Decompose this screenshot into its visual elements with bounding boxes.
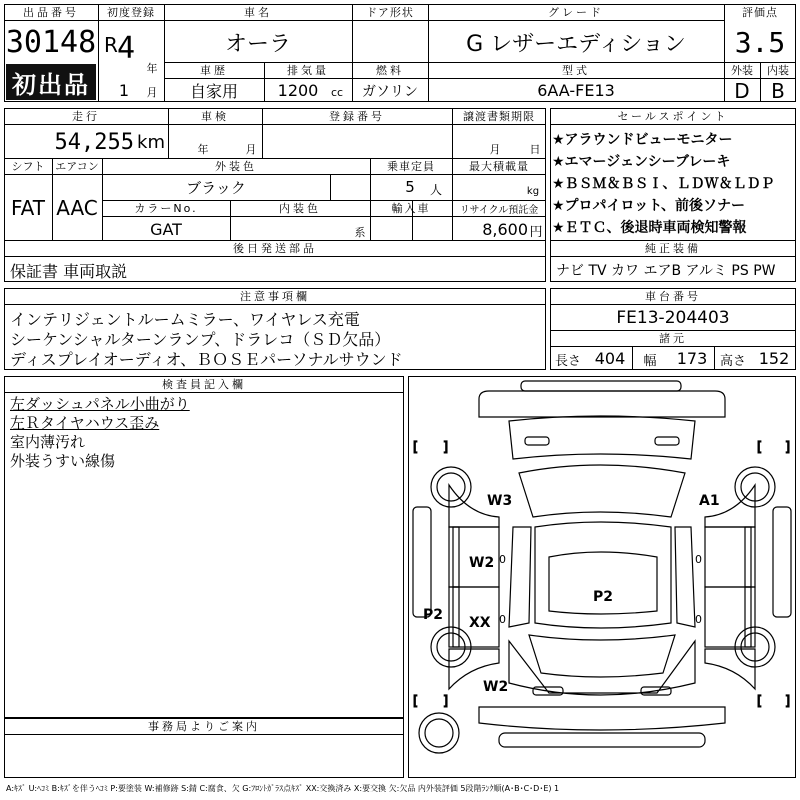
transfer-header: 譲渡書類期限 (463, 110, 535, 123)
inspector-note: 外装うすい線傷 (10, 452, 116, 470)
displacement-header: 排気量 (287, 64, 329, 77)
lot-number-header: 出品番号 (23, 6, 79, 19)
color-no: GAT (150, 219, 182, 239)
note-line: インテリジェントルームミラー、ワイヤレス充電 (10, 309, 360, 329)
svg-text:[: [ (757, 694, 763, 709)
svg-text:]: ] (443, 440, 449, 455)
grade-header: グレード (548, 6, 604, 19)
fuel: ガソリン (362, 83, 418, 100)
model: 6AA-FE13 (537, 81, 615, 100)
int-color-suffix: 系 (354, 226, 366, 239)
color-no-header: カラーNo. (134, 202, 198, 215)
aircon: AAC (56, 196, 98, 220)
mileage-header: 走行 (72, 110, 100, 123)
svg-text:[: [ (413, 694, 419, 709)
max-load-header: 最大積載量 (469, 160, 529, 173)
height-label: 高さ (719, 353, 746, 369)
later-parts: 保証書 車両取説 (10, 261, 128, 281)
notes-list (10, 308, 542, 368)
car-diagram (408, 376, 796, 778)
mark-p2-roof: P2 (593, 589, 614, 605)
grade: G レザーエディション (466, 31, 686, 57)
svg-text:0: 0 (695, 613, 702, 626)
lot-number: 30148 (5, 24, 97, 60)
displacement-unit: cc (330, 85, 344, 99)
capacity-unit: 人 (429, 182, 442, 197)
transfer-month-unit: 月 (489, 143, 501, 156)
svg-text:]: ] (785, 440, 791, 455)
mark-xx: XX (469, 615, 491, 631)
sales-point-item: ★プロパイロット、前後ソナー (552, 198, 746, 214)
history: 自家用 (189, 82, 238, 101)
int-color-header: 内装色 (279, 202, 321, 215)
svg-text:0: 0 (499, 613, 506, 626)
sales-point-item: ★エマージェンシーブレーキ (552, 154, 731, 170)
exterior-score: D (734, 78, 750, 103)
later-parts-header: 後日発送部品 (233, 242, 317, 255)
inspection-month-unit: 月 (245, 143, 257, 156)
recycle-header: リサイクル預託金 (459, 204, 539, 216)
score-total: 3.5 (734, 25, 786, 59)
note-line: シーケンシャルターンランプ、ドラレコ（ＳＤ欠品） (10, 329, 391, 349)
model-header: 型式 (562, 64, 590, 77)
fuel-header: 燃料 (376, 64, 404, 77)
max-load-unit: kg (526, 185, 540, 197)
svg-text:0: 0 (499, 553, 506, 566)
width-label: 幅 (643, 353, 657, 369)
note-line: ディスプレイオーディオ、ＢＯＳＥパーソナルサウンド (10, 349, 403, 369)
door-header: ドア形状 (366, 6, 414, 19)
inspector-note: 左Ｒタイヤハウス歪み (10, 414, 160, 432)
inspection-year-unit: 年 (197, 143, 209, 156)
recycle-value: 8,600 (482, 219, 528, 239)
genuine-equipment: ナビ TV カワ エアB アルミ PS PW (556, 263, 776, 279)
ext-color-header: 外装色 (215, 160, 257, 173)
sales-point-item: ★ＢＳＭ＆ＢＳＩ、ＬＤＷ＆ＬＤＰ (552, 176, 775, 192)
mark-w3: W3 (487, 493, 513, 509)
score-header: 評価点 (742, 6, 778, 19)
first-reg-era: R (104, 33, 118, 57)
mileage-value: 54,255 (54, 129, 134, 155)
notes-header: 注意事項欄 (240, 290, 310, 303)
import-header: 輸入車 (391, 202, 431, 215)
capacity-value: 5 (405, 178, 415, 196)
inspector-note: 室内薄汚れ (10, 433, 86, 451)
inspector-notes (10, 394, 400, 470)
svg-text:[: [ (757, 440, 763, 455)
length-value: 404 (594, 348, 626, 368)
first-reg-month-unit: 月 (146, 86, 158, 99)
car-name-header: 車名 (244, 6, 272, 19)
transfer-day-unit: 日 (529, 143, 541, 156)
first-reg-year-unit: 年 (146, 62, 158, 75)
height-value: 152 (758, 348, 790, 368)
svg-text:]: ] (443, 694, 449, 709)
mark-w2-rear: W2 (483, 679, 509, 695)
legend: A:ｷｽﾞ U:ﾍｺﾐ B:ｷｽﾞを伴うﾍｺﾐ P:要塗装 W:補修跡 S:錆 C:腐食、欠 G:ﾌﾛﾝﾄｶﾞﾗｽ点ｷｽﾞ XX:交換済み X:要交換 欠:欠品 内外装評価 5段階ﾗﾝｸ順(A･B･C･D･E) 1 (6, 783, 560, 793)
chassis-header: 車台番号 (645, 290, 701, 303)
first-reg-year: 4 (116, 30, 136, 66)
mileage-unit: km (137, 131, 165, 153)
inspector-header: 検査員記入欄 (162, 378, 246, 391)
svg-text:0: 0 (695, 553, 702, 566)
exterior-header: 外装 (731, 64, 753, 77)
aircon-header: エアコン (55, 160, 99, 173)
sales-point-item: ★ＥＴＣ、後退時車両検知警報 (552, 220, 747, 236)
width-value: 173 (676, 348, 708, 368)
inspection-header: 車検 (201, 110, 229, 123)
first-reg-month: 1 (118, 80, 130, 100)
mark-w2-front: W2 (469, 555, 495, 571)
capacity-header: 乗車定員 (387, 160, 435, 173)
inspector-note: 左ダッシュパネル小曲がり (10, 395, 190, 413)
shift-header: シフト (11, 160, 45, 173)
genuine-header: 純正装備 (645, 242, 701, 255)
reg-no-header: 登録番号 (329, 110, 385, 123)
mark-p2-left: P2 (423, 607, 444, 623)
car-name: オーラ (224, 31, 291, 57)
sales-point-list (552, 128, 796, 238)
recycle-unit: 円 (529, 224, 543, 240)
first-listing-badge: 初出品 (6, 64, 96, 100)
mark-a1: A1 (699, 493, 720, 509)
chassis-number: FE13-204403 (616, 307, 730, 328)
ext-color: ブラック (186, 178, 246, 197)
interior-score: B (771, 78, 785, 103)
specs-header: 諸元 (659, 332, 687, 345)
svg-text:[: [ (413, 440, 419, 455)
length-label: 長さ (554, 353, 581, 369)
sales-point-header: セールスポイント (617, 110, 729, 123)
svg-text:]: ] (785, 694, 791, 709)
shift: FAT (10, 196, 45, 220)
displacement-value: 1200 (277, 81, 319, 100)
office-header: 事務局よりご案内 (148, 720, 260, 733)
interior-header: 内装 (767, 64, 789, 77)
first-reg-header: 初度登録 (107, 6, 155, 19)
history-header: 車歴 (200, 64, 228, 77)
sales-point-item: ★アラウンドビューモニター (552, 132, 733, 148)
